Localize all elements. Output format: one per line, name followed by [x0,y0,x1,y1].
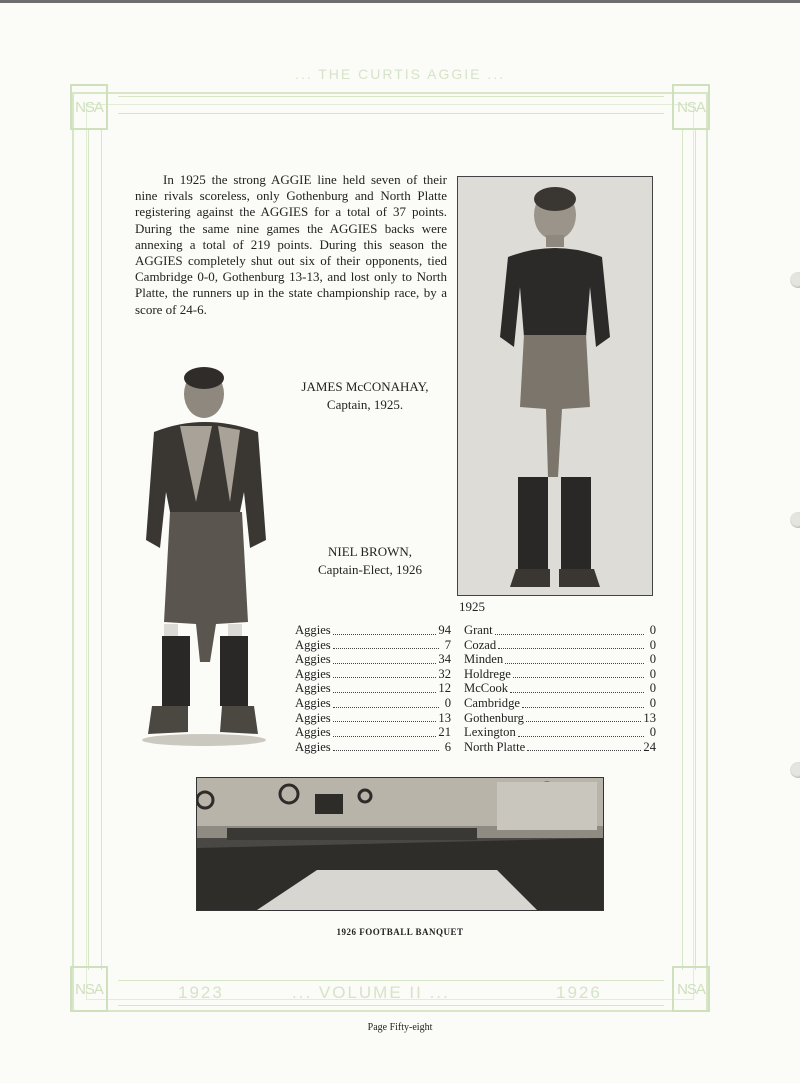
dot-leader [333,707,439,708]
schedule-row [464,667,656,682]
dot-leader [495,634,644,635]
binder-hole-top [790,272,800,288]
footer-year-right: 1926 [556,983,602,1002]
opponent-label: Holdrege [464,666,511,681]
aggies-score: 94 [438,623,451,637]
aggies-label: Aggies [295,681,331,696]
dot-leader [333,634,437,635]
aggies-label: Aggies [295,725,331,740]
opponent-score: 13 [643,710,656,725]
frame-top-band [118,96,664,114]
captain-elect-name: NIEL BROWN, [327,544,412,559]
schedule-row [295,667,451,682]
opponent-label: McCook [464,681,509,696]
opponent-label: Grant [464,623,493,637]
captain-name: JAMES McCONAHAY, [301,379,429,394]
schedule-row [295,725,451,740]
dot-leader [513,677,644,678]
page-number: Page Fifty-eight [367,1022,433,1033]
aggies-score: 13 [438,710,451,725]
schedule-row [464,725,656,740]
player-portrait-illustration [458,177,652,595]
opponent-score: 0 [649,666,656,681]
nsa-monogram-bottom-left: NSA [70,966,108,1012]
aggies-label: Aggies [295,739,331,754]
dot-leader [333,692,437,693]
footer-volume: ... VOLUME II ... [292,983,450,1002]
dot-leader [498,648,644,649]
opponent-score: 0 [649,695,656,710]
captain-role: Captain, 1925. [326,397,404,412]
opponent-label: Gothenburg [464,710,524,725]
frame-left-band [88,130,102,970]
aggies-label: Aggies [295,695,331,710]
dot-leader [526,721,641,722]
aggies-score: 34 [438,652,451,667]
schedule-row [464,696,656,711]
dot-leader [333,750,439,751]
opponent-score: 0 [649,652,656,667]
frame-right-band [682,130,696,970]
schedule-row [295,681,451,696]
aggies-score: 21 [438,725,451,740]
aggies-label: Aggies [295,637,331,652]
nsa-monogram-top-left: NSA [70,84,108,130]
opponent-label: Lexington [464,725,516,740]
photo-james-mcconahay [457,176,653,596]
opponent-label: Cambridge [464,695,520,710]
schedule-year: 1925 [459,599,485,614]
dot-leader [527,750,641,751]
opponent-score: 0 [649,623,656,637]
captain-elect-caption [300,543,440,579]
schedule-opponents-column [464,623,656,754]
schedule-row [464,681,656,696]
dot-leader [522,707,644,708]
intro-paragraph: In 1925 the strong AGGIE line held seven of their nine rivals scoreless, only Gothenburg and North Platte registering against the AGGIES for a total of 37 points. During the same nine games the AGGIES backs were annexing a total of 219 points. During this season the AGGIES completely shut out six of their opponents, tied Cambridge 0-0, Gothenburg 13-13, and lost only to North Platte, the runners up in the state championship race, by a score of 24-6. [135,172,447,317]
dot-leader [333,677,437,678]
captain-caption [290,378,440,414]
schedule-aggies-column [295,623,451,754]
aggies-score: 0 [444,695,451,710]
banquet-scene-illustration [197,778,603,910]
dot-leader [510,692,644,693]
player-cutout-illustration [140,362,275,746]
dot-leader [333,736,437,737]
schedule-row [464,623,656,638]
aggies-label: Aggies [295,666,331,681]
aggies-label: Aggies [295,710,331,725]
dot-leader [518,736,644,737]
binder-hole-bottom [790,762,800,778]
schedule-row [464,740,656,755]
opponent-label: North Platte [464,739,526,754]
opponent-score: 0 [649,637,656,652]
opponent-score: 0 [649,725,656,740]
aggies-score: 6 [444,739,451,754]
opponent-score: 0 [649,681,656,696]
dot-leader [333,648,439,649]
aggies-label: Aggies [295,652,331,667]
opponent-label: Cozad [464,637,497,652]
aggies-score: 12 [438,681,451,696]
photo-niel-brown [140,362,275,746]
schedule-row [464,652,656,667]
aggies-score: 32 [438,666,451,681]
schedule-row [464,711,656,726]
dot-leader [505,663,644,664]
dot-leader [333,663,437,664]
photo-football-banquet [196,777,604,911]
binder-hole-middle [790,512,800,528]
opponent-score: 24 [643,739,656,754]
footer-year-left: 1923 [178,983,224,1002]
page-top-edge [0,0,800,3]
schedule-row [464,638,656,653]
schedule-row [295,623,451,638]
schedule-row [295,638,451,653]
captain-elect-role: Captain-Elect, 1926 [318,562,422,577]
schedule-row [295,740,451,755]
aggies-label: Aggies [295,623,331,637]
banquet-caption: 1926 FOOTBALL BANQUET [336,927,464,937]
opponent-label: Minden [464,652,504,667]
schedule-row [295,652,451,667]
schedule-row [295,711,451,726]
nsa-monogram-bottom-right: NSA [672,966,710,1012]
schedule-row [295,696,451,711]
nsa-monogram-top-right: NSA [672,84,710,130]
aggies-score: 7 [444,637,451,652]
running-title: ... THE CURTIS AGGIE ... [294,66,506,82]
dot-leader [333,721,437,722]
